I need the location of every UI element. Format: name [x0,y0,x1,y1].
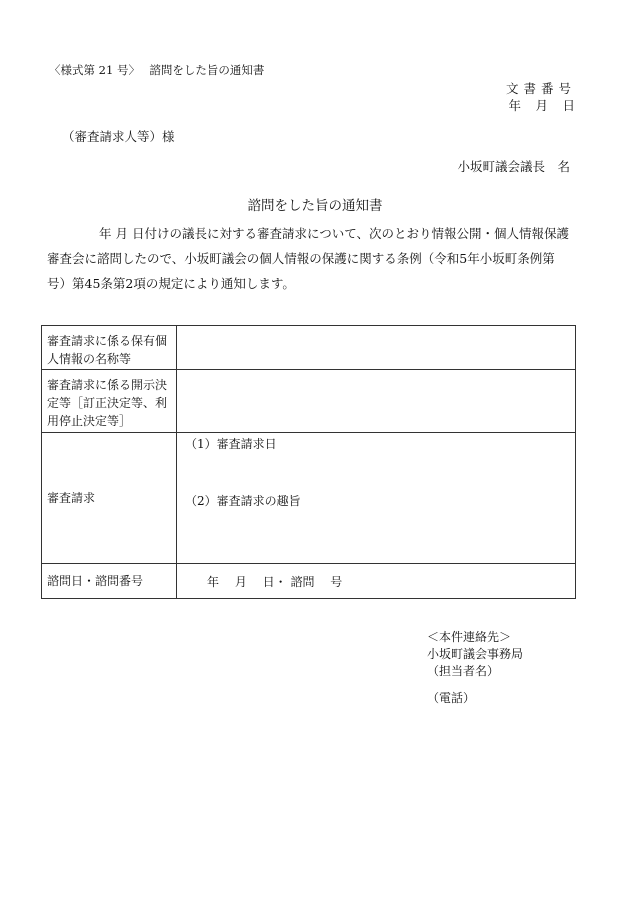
recipient-line: （審査請求人等）様 [62,129,175,144]
notice-body: 年 月 日付けの議長に対する審査請求について、次のとおり情報公開・個人情報保護審査会に諮問したので、小坂町議会の個人情報の保護に関する条例（令和5年小坂町条例第 号）第45条第2項の規定により通知します。 [47,226,572,291]
row-label-info-name: 審査請求に係る保有個人情報の名称等 [42,326,177,370]
row-label-disclosure: 審査請求に係る開示決定等［訂正決定等、利用停止決定等］ [42,370,177,433]
row-label-request: 審査請求 [42,433,177,564]
sender-line: 小坂町議会議長 名 [457,159,570,174]
table-row-request [42,433,576,564]
table-row-info-name [42,326,576,370]
row-label-consult: 諮問日・諮問番号 [42,564,177,599]
row-value-consult: 年 月 日・ 諮問 号 [177,564,576,599]
request-purpose-item: （2）審査請求の趣旨 [185,494,301,508]
document-title: 諮問をした旨の通知書 [247,198,383,214]
table-row-consult [42,564,576,599]
form-number: 〈様式第 21 号〉 諮問をした旨の通知書 [49,63,265,77]
request-date-item: （1）審査請求日 [185,437,277,451]
contact-heading: ＜本件連絡先＞ [427,630,512,644]
document-number-label: 文書番号 [505,81,576,96]
table-row-disclosure [42,370,576,433]
contact-person: （担当者名） [427,664,500,678]
contact-phone: （電話） [427,691,476,705]
notice-table [41,325,576,599]
row-value-request [177,433,576,564]
row-value-disclosure [177,370,576,433]
contact-block [427,629,523,680]
contact-office: 小坂町議会事務局 [427,647,524,661]
document-date: 年 月 日 [508,98,576,113]
row-value-info-name [177,326,576,370]
